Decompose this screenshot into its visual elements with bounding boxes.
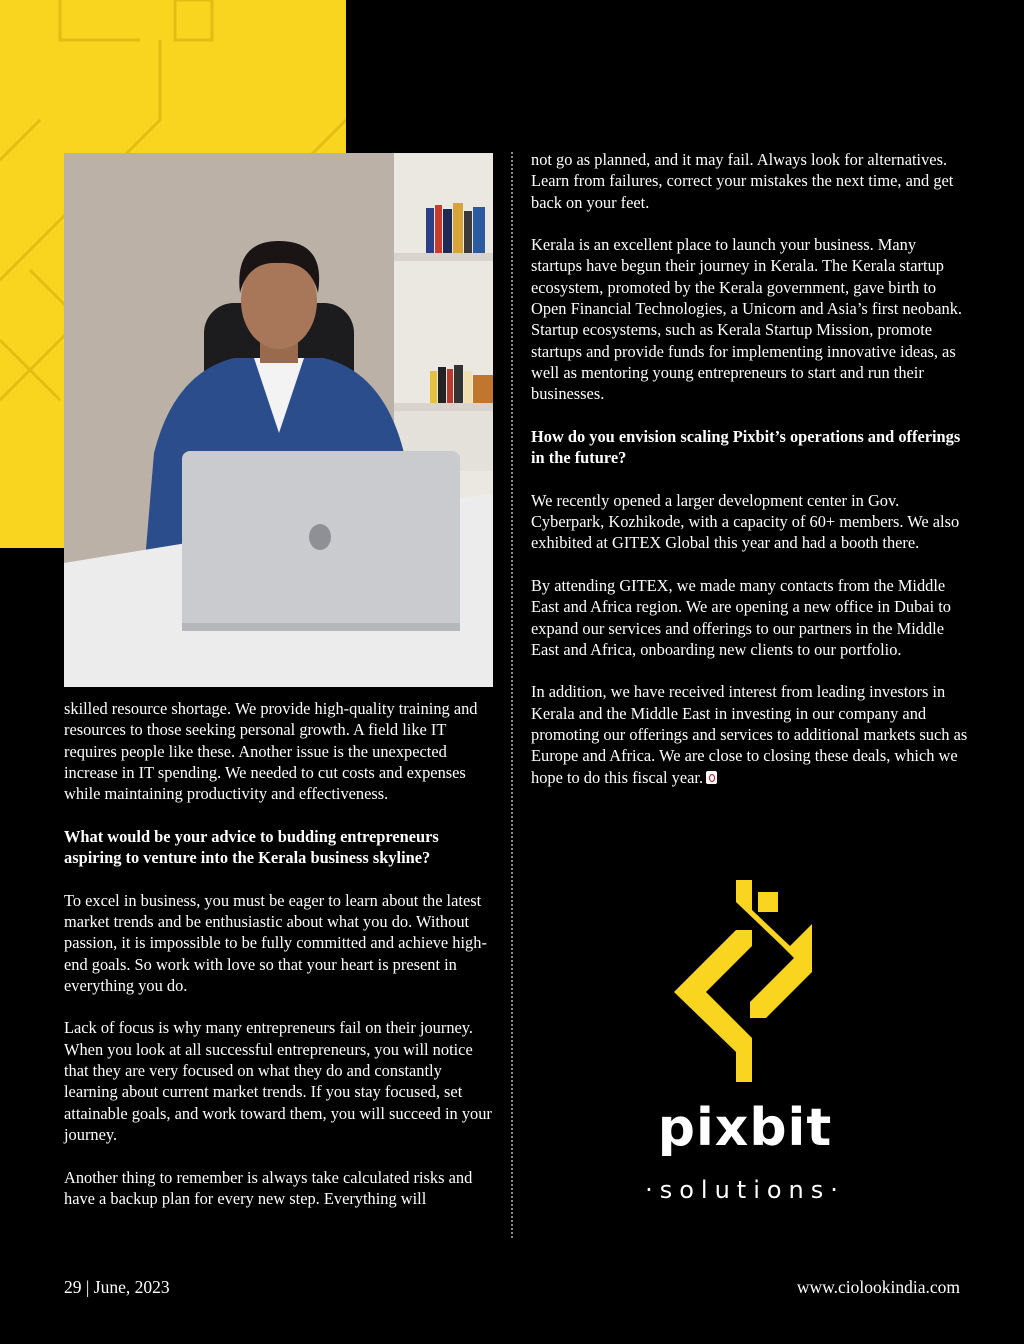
- pixbit-mark-icon: [670, 880, 820, 1090]
- column-divider: [511, 152, 513, 1238]
- portrait-photo: [64, 153, 493, 687]
- paragraph: By attending GITEX, we made many contacts from the Middle East and Africa region. We are opening a new office in Dubai to expand our services and offerings to our partners in the Middle East and Africa, onboarding new clients to our portfolio.: [531, 575, 951, 659]
- paragraph: To excel in business, you must be eager to learn about the latest market trends and be enthusiastic about what you do. Without passion, it is impossible to be fully committed and achieve high-end goals. So work with love so that your heart is present in everything you do.: [64, 890, 487, 995]
- closing-text: In addition, we have received interest from leading investors in Kerala and the Middle East in investing in our company and promoting our offerings and services to additional markets such as Europe and Africa. We are close to closing these deals, which we hope to do this fiscal year.: [531, 682, 968, 787]
- paragraph: Another thing to remember is always take calculated risks and have a backup plan for every new step. Everything will: [64, 1167, 473, 1208]
- paragraph: not go as planned, and it may fail. Always look for alternatives. Learn from failures, correct your mistakes the next time, and get back on your feet.: [531, 150, 954, 212]
- left-text-column: [64, 698, 496, 1230]
- pixbit-logo: [640, 880, 850, 1210]
- page-number-date: 29 | June, 2023: [64, 1277, 170, 1297]
- paragraph: Kerala is an excellent place to launch your business. Many startups have begun their journey in Kerala. The Kerala startup ecosystem, promoted by the Kerala government, gave birth to Open Financial Technologies, a Unicorn and Asia’s first neobank. Startup ecosystems, such as Kerala Startup Mission, promote startups and provide funds for implementing innovative ideas, as well as mentoring young entrepreneurs to start and run their businesses.: [531, 235, 962, 404]
- closing-paragraph: [531, 681, 971, 787]
- paragraph: We recently opened a larger development center in Gov. Cyberpark, Kozhikode, with a capacity of 60+ members. We also exhibited at GITEX Global this year and had a booth there.: [531, 490, 960, 553]
- logo-subtitle: ·solutions·: [645, 1176, 845, 1204]
- website-url: www.ciolookindia.com: [796, 1277, 960, 1297]
- paragraph: skilled resource shortage. We provide high-quality training and resources to those seeking personal growth. A field like IT requires people like these. Another issue is the unexpected increase in IT spending. We needed to cut costs and expenses while maintaining productivity and effectiveness.: [64, 699, 478, 804]
- logo-wordmark: pixbit: [657, 1098, 833, 1158]
- paragraph: Lack of focus is why many entrepreneurs fail on their journey. When you look at all successful entrepreneurs, you will notice that they are very focused on what they do and constantly learning about current market trends. If you stay focused, set attainable goals, and work toward them, you will succeed in your journey.: [64, 1018, 492, 1144]
- right-text-column: [531, 149, 971, 809]
- interview-question: What would be your advice to budding entrepreneurs aspiring to venture into the Kerala business skyline?: [64, 826, 439, 868]
- end-of-article-icon: [706, 771, 717, 784]
- interview-question: How do you envision scaling Pixbit’s operations and offerings in the future?: [531, 426, 961, 468]
